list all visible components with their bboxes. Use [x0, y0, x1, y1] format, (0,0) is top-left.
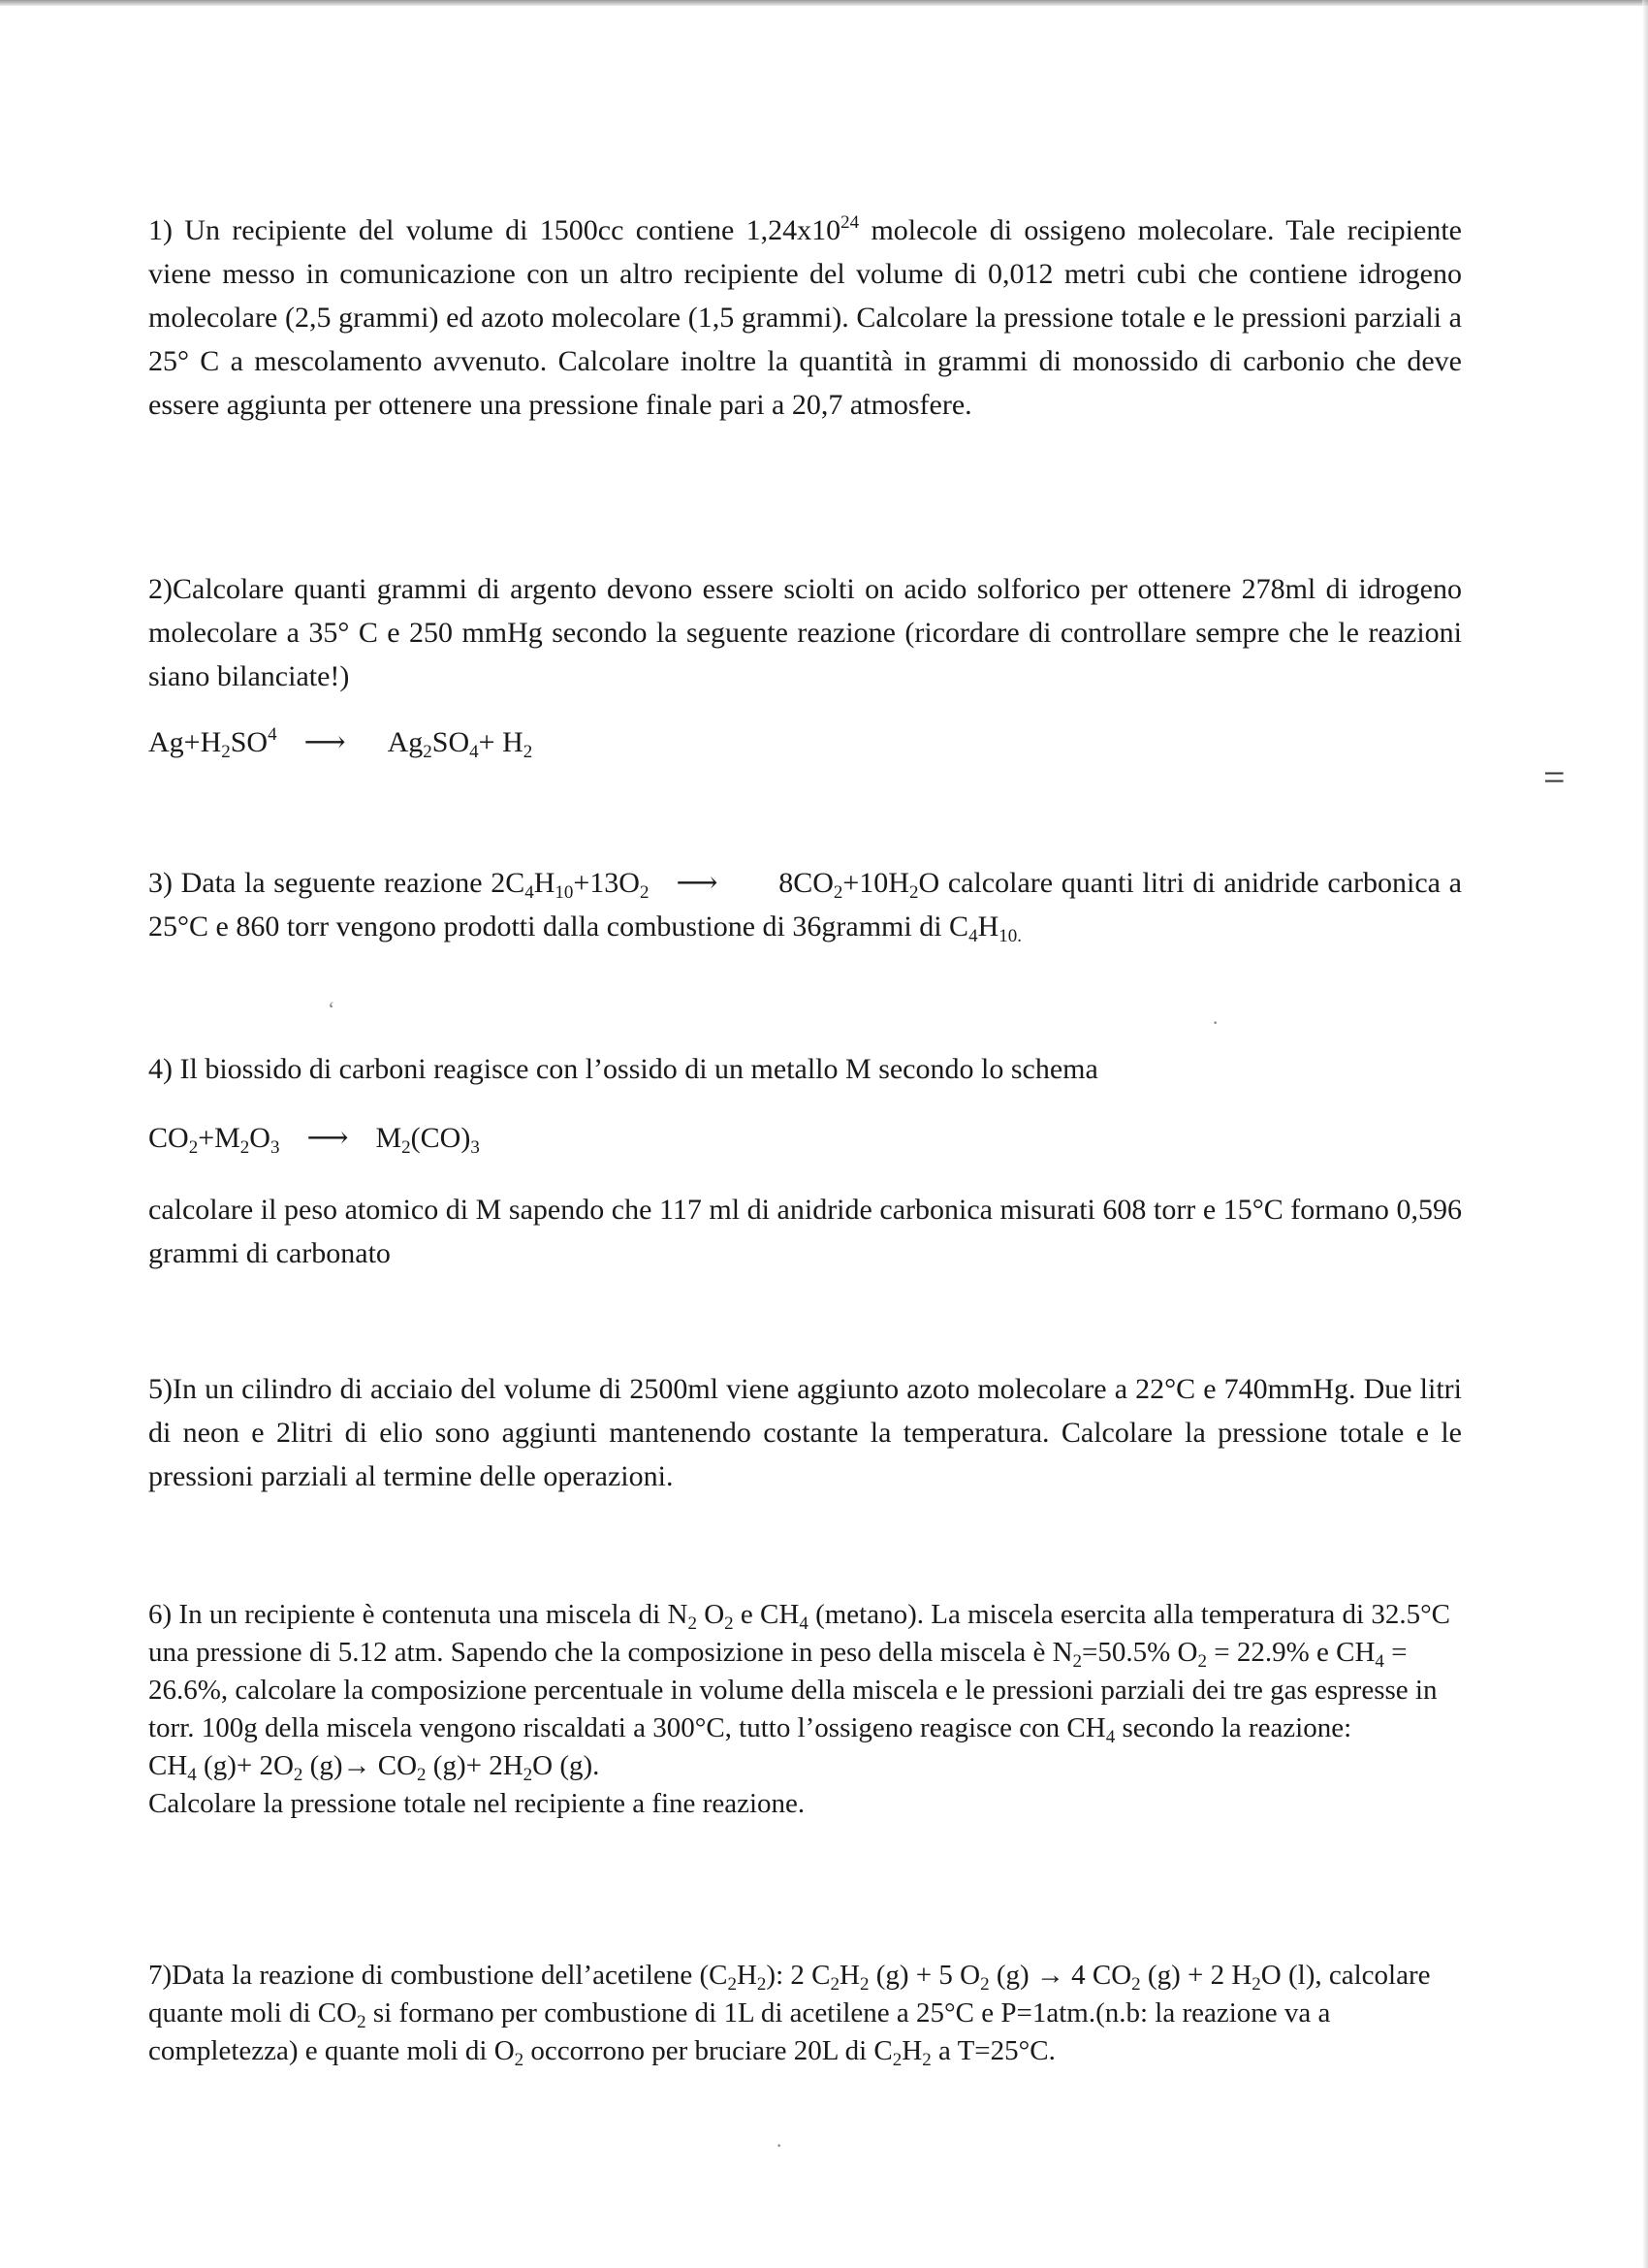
scan-speck: · [1212, 1010, 1220, 1035]
exercise-5: 5)In un cilindro di acciaio del volume di 2500ml viene aggiunto azoto molecolare a 22°C e 740mmHg. Due litri di neon e 2litri di elio sono aggiunti mantenendo costante la temperatura. Calcolare la pressione totale e le pressioni parziali al termine delle operazioni. [148, 1373, 1462, 1492]
scan-speck: ‘ [328, 997, 335, 1021]
exercise-2: 2)Calcolare quanti grammi di argento devono essere sciolti on acido solforico per ottenere 278ml di idrogeno molecolare a 35° C e 250 mmHg secondo la seguente reazione (ricordare di controllare sempre che le reazioni siano bilanciate!) [148, 573, 1462, 692]
exercise-3: 3) Data la seguente reazione $2C_4H_{10}+13O_2$ ⟶ $8CO_2+10H_2O$ calcolare quanti litri di anidride carbonica a 25°C e 860 torr vengono prodotti dalla combustione di 36grammi di $C_4H_{10.}$ [148, 867, 1462, 946]
exercise-7: 7)Data la reazione di combustione dell’acetilene $(C_2H_2)$: 2 $C_2H_2$ (g) + 5 $O_2$ (g) → 4 $CO_2$ (g) + 2 $H_2O$ (l), calcolare quante moli di $CO_2$ si formano per combustione di 1L di acetilene a 25°C e P=1atm.(n.b: la reazione va a completezza) e quante moli di $O_2$ occorrono per bruciare 20L di $C_2H_2$ a T=25°C. [148, 1960, 1431, 2070]
exercise-4-equation: $CO_2+M_2O_3$ ⟶ $M_2(CO)_3$ [148, 1122, 480, 1158]
scan-top-edge [0, 0, 1648, 6]
exercise-6: 6) In un recipiente è contenuta una miscela di $N_2$ $O_2$ e $CH_4$ (metano). La miscela esercita alla temperatura di 32.5°C una pressione di 5.12 atm. Sapendo che la composizione in peso della miscela è $N_2=50.5\%$ $O_2 = 22.9\%$ e $CH_4 = 26.6\%$, calcolare la composizione percentuale in volume della miscela e le pressioni parziali dei tre gas espresse in torr. 100g della miscela vengono riscaldati a 300°C, tutto l’ossigeno reagisce con $CH_4$ secondo la reazione: $CH_4$ $(g)+ 2O_2$ $(g)\to CO_2$ $(g)+ 2H_2O$ (g). Calcolare la pressione totale nel recipiente a fine reazione. [148, 1599, 1451, 1819]
scan-speck: · [776, 2133, 783, 2157]
exercise-4: 4) Il biossido di carboni reagisce con l’ossido di un metallo M secondo lo schema [148, 1053, 1098, 1085]
margin-mark: = [1543, 755, 1568, 799]
exercise-2-equation: $Ag+H_2SO^4$ ⟶ $Ag_2SO_4+ H_2$ [148, 724, 533, 762]
scan-right-edge [1642, 0, 1648, 2268]
exercise-1: 1) Un recipiente del volume di 1500cc contiene $1,24x10^{24}$ molecole di ossigeno molecolare. Tale recipiente viene messo in comunicazione con un altro recipiente del volume di 0,012 metri cubi che contiene idrogeno molecolare (2,5 grammi) ed azoto molecolare (1,5 grammi). Calcolare la pressione totale e le pressioni parziali a 25° C a mescolamento avvenuto. Calcolare inoltre la quantità in grammi di monossido di carbonio che deve essere aggiunta per ottenere una pressione finale pari a 20,7 atmosfere. [148, 212, 1462, 421]
exercise-4-question: calcolare il peso atomico di M sapendo che 117 ml di anidride carbonica misurati 608 torr e 15°C formano 0,596 grammi di carbonato [148, 1194, 1462, 1269]
